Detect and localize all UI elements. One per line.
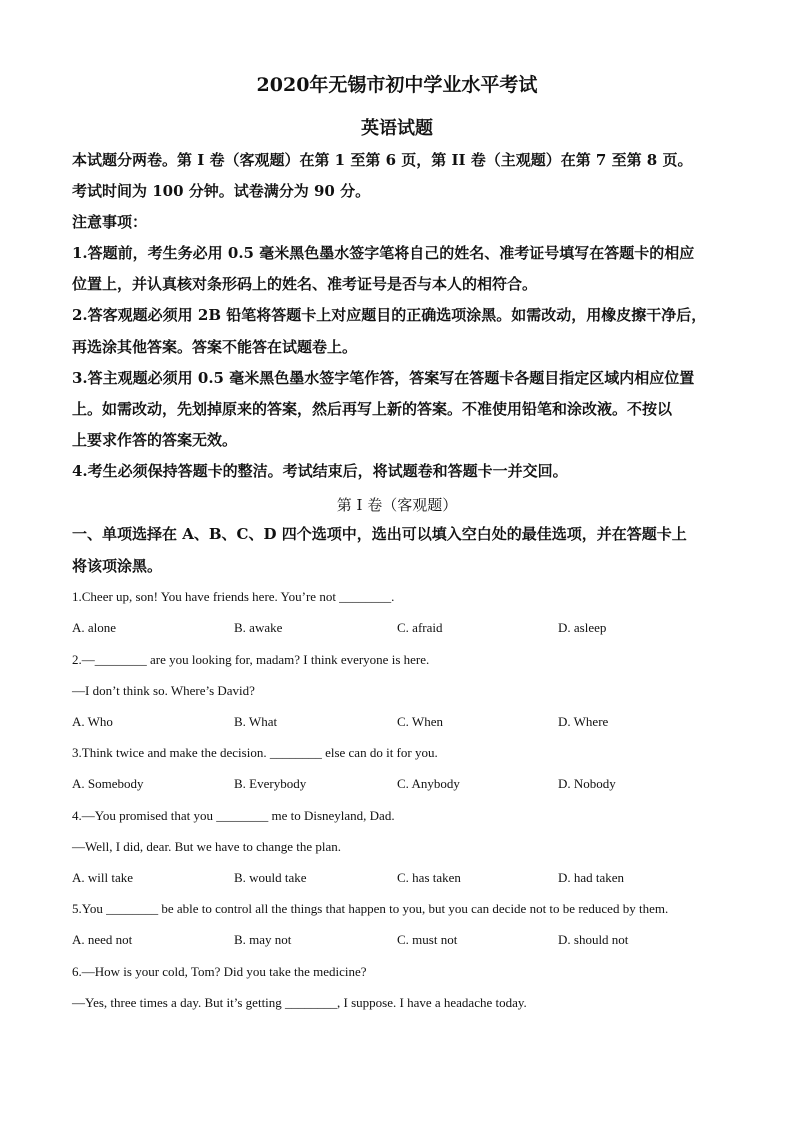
q2-option-a: A. Who — [72, 714, 113, 729]
q4-option-b: B. would take — [234, 870, 307, 885]
question-2-reply: —I don’t think so. Where’s David? — [72, 683, 255, 698]
q3-option-d: D. Nobody — [558, 776, 616, 791]
intro-line-1: 本试题分两卷。第 I 卷（客观题）在第 1 至第 6 页，第 II 卷（主观题）在第 7 至第 8 页。 — [72, 151, 693, 169]
q1-option-b: B. awake — [234, 620, 283, 635]
q3-option-b: B. Everybody — [234, 776, 307, 791]
q2-option-c: C. When — [397, 714, 443, 729]
note-2a: 2.答客观题必须用 2B 铅笔将答题卡上对应题目的正确选项涂黑。如需改动，用橡皮擦干净后， — [72, 306, 707, 324]
question-3: 3.Think twice and make the decision. ________ else can do it for you. — [72, 745, 438, 760]
part-1-instruction-b: 将该项涂黑。 — [72, 557, 163, 575]
note-4: 4.考生必须保持答题卡的整洁。考试结束后，将试题卷和答题卡一并交回。 — [72, 462, 568, 480]
q2-option-d: D. Where — [558, 714, 609, 729]
section-heading: 第 I 卷（客观题） — [336, 496, 458, 514]
q5-option-d: D. should not — [558, 932, 629, 947]
q5-option-c: C. must not — [397, 932, 458, 947]
question-6: 6.—How is your cold, Tom? Did you take the medicine? — [72, 964, 367, 979]
notes-heading: 注意事项： — [72, 213, 148, 231]
q3-option-c: C. Anybody — [397, 776, 460, 791]
q5-option-b: B. may not — [234, 932, 292, 947]
question-6-reply: —Yes, three times a day. But it’s getting ________, I suppose. I have a headache today. — [72, 995, 527, 1010]
q1-option-d: D. asleep — [558, 620, 607, 635]
question-4-reply: —Well, I did, dear. But we have to change the plan. — [72, 839, 341, 854]
part-1-instruction-a: 一、单项选择在 A、B、C、D 四个选项中，选出可以填入空白处的最佳选项，并在答题卡上 — [72, 525, 687, 543]
q1-option-a: A. alone — [72, 620, 117, 635]
q4-option-a: A. will take — [72, 870, 134, 885]
note-1a: 1.答题前，考生务必用 0.5 毫米黑色墨水签字笔将自己的姓名、准考证号填写在答题卡的相应 — [72, 244, 695, 262]
q5-option-a: A. need not — [72, 932, 133, 947]
note-3b: 上。如需改动，先划掉原来的答案，然后再写上新的答案。不准使用铅笔和涂改液。不按以 — [72, 400, 673, 418]
question-1: 1.Cheer up, son! You have friends here. You’re not ________. — [72, 589, 395, 604]
question-4: 4.—You promised that you ________ me to Disneyland, Dad. — [72, 808, 395, 823]
q4-option-d: D. had taken — [558, 870, 625, 885]
question-2: 2.—________ are you looking for, madam? I think everyone is here. — [72, 652, 430, 667]
exam-title: 2020年无锡市初中学业水平考试 — [256, 74, 538, 96]
q3-option-a: A. Somebody — [72, 776, 144, 791]
q1-option-c: C. afraid — [397, 620, 443, 635]
q2-option-b: B. What — [234, 714, 278, 729]
intro-line-2: 考试时间为 100 分钟。试卷满分为 90 分。 — [72, 182, 371, 200]
note-3a: 3.答主观题必须用 0.5 毫米黑色墨水签字笔作答，答案写在答题卡各题目指定区域内相应位置 — [72, 369, 695, 387]
note-1b: 位置上，并认真核对条形码上的姓名、准考证号是否与本人的相符合。 — [72, 275, 538, 293]
exam-subtitle: 英语试题 — [361, 118, 433, 139]
q4-option-c: C. has taken — [397, 870, 461, 885]
note-3c: 上要求作答的答案无效。 — [72, 431, 238, 449]
question-5: 5.You ________ be able to control all the things that happen to you, but you can decide not to be reduced by them. — [72, 901, 669, 916]
note-2b: 再选涂其他答案。答案不能答在试题卷上。 — [72, 338, 358, 356]
